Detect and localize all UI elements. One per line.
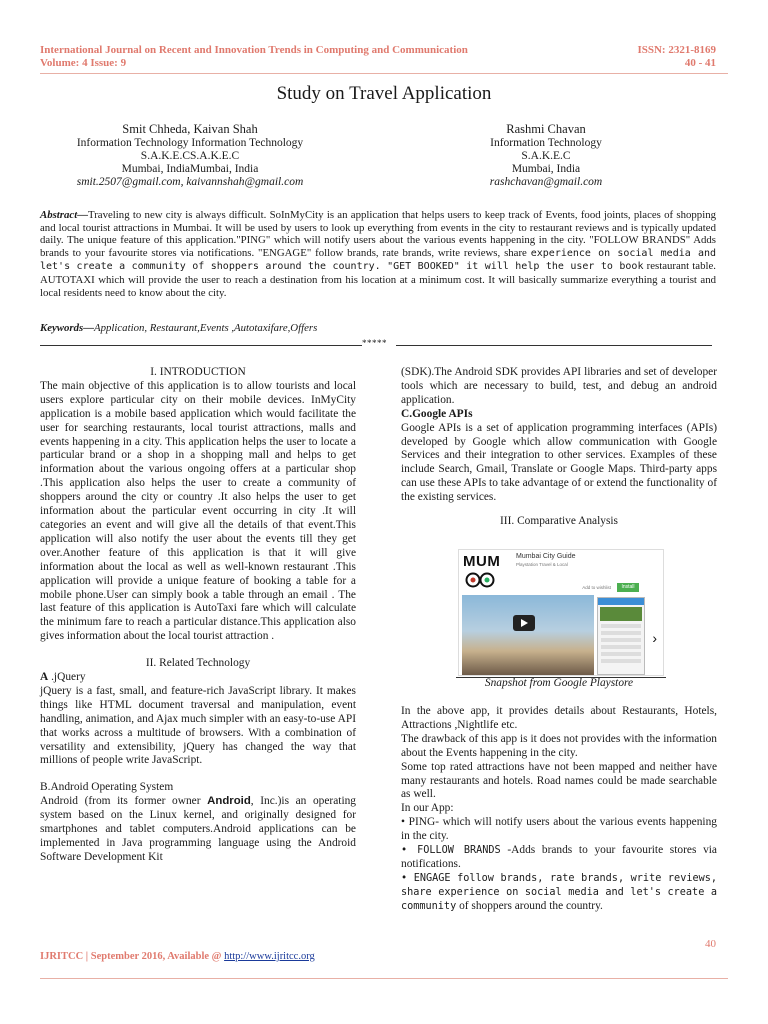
abstract — [40, 209, 716, 299]
keywords-label: Keywords— — [40, 322, 94, 334]
android-text-1: Android (from its former owner — [40, 795, 208, 808]
figure-caption: Snapshot from Google Playstore — [484, 677, 634, 689]
author-email: rashchavan@gmail.com — [489, 176, 603, 188]
subsection-android-heading: B.Android Operating System — [40, 781, 174, 794]
footer-text — [40, 951, 315, 962]
bullet-engage-text: of shoppers around the country. — [459, 899, 603, 912]
separator-line-left — [40, 345, 362, 346]
bullet-ping-label: • PING — [401, 816, 436, 829]
subsection-title: .jQuery — [48, 671, 86, 684]
playstore-screenshot — [458, 549, 664, 676]
separator-line-right — [396, 345, 712, 346]
header-rule — [40, 73, 728, 74]
abstract-text-end: restaurant table. AUTOTAXI which will provide the user to reach a destination from his location at a minimum cost. It will basically summarize everything a tourist and local residents need to know about the city. — [40, 260, 716, 299]
author-dept: Information Technology Information Technology — [76, 137, 304, 149]
page-range: 40 - 41 — [684, 57, 716, 69]
subsection-letter: A — [40, 671, 49, 684]
bullet-engage-label: • ENGAGE follow brands, rate brands, write reviews, share experience on social media and let's create a community — [401, 872, 717, 912]
author-city: Mumbai, IndiaMumbai, India — [121, 163, 259, 175]
journal-issn: ISSN: 2321-8169 — [637, 44, 716, 56]
footer-link[interactable]: http://www.ijritcc.org — [224, 951, 315, 962]
footer-rule — [40, 978, 728, 979]
app-category: Playstation Travel & Local — [516, 562, 568, 567]
bullet-follow-text: -Adds brands to your favourite stores via notifications. — [401, 844, 717, 870]
bullet-ping-text: - which will notify users about the various events happening in the city. — [401, 816, 717, 843]
bullet-follow-label: • FOLLOW BRANDS — [401, 845, 501, 857]
bullet-ping — [401, 816, 717, 844]
android-bold: Android — [207, 795, 251, 808]
sdk-paragraph: (SDK).The Android SDK provides API libraries and set of developer tools which are necessary to build, test, and debug an android application. — [401, 366, 717, 406]
analysis-paragraph-2: The drawback of this app is it does not provides with the information about the Events happening in the city. — [401, 732, 717, 759]
android-paragraph — [40, 795, 356, 865]
section-related-heading: II. Related Technology — [145, 657, 251, 670]
app-logo-text: MUM — [463, 553, 501, 570]
author-block-1 — [40, 121, 340, 189]
phone-screenshot — [597, 597, 645, 675]
right-column — [401, 366, 717, 529]
analysis-paragraph-1: In the above app, it provides details about Restaurants, Hotels, Attractions ,Nightlife etc. — [401, 705, 717, 731]
subsection-jquery-heading — [40, 671, 356, 685]
author-name: Rashmi Chavan — [506, 122, 586, 136]
author-city: Mumbai, India — [511, 163, 581, 175]
author-inst: S.A.K.E.C — [521, 150, 571, 162]
bullet-engage — [401, 872, 717, 914]
play-icon — [513, 615, 535, 631]
author-dept: Information Technology — [490, 137, 602, 149]
intro-paragraph: The main objective of this application is to allow tourists and local users explore particular city on their mobile devices. InMyCity application is a mobile based application which would facilitate the user for searching restaurants, local tourist attractions, malls and events happening in a city. This application helps the user to locate a particular brand or a shop in a shopping mall and helps to get information about the various ongoing offers at a particular shop .This application also helps the user to create a community of shoppers around the city or country .It also helps the user to get information about the particular event occurring in city .It will categories an event and will give all the details of that event.This application will also notify the user about the events till they get over.Another feature of this application is that it will give information about the local as well as well-known restaurant .This application will provide a unique feature of booking a table for a mobile phone.User can simply book a table through an email . The last feature of this application is AutoTaxi fare which will calculate the minimum fare to reach a particular distance.This application also gives information about the local tourist attraction . — [40, 379, 356, 643]
paper-title: Study on Travel Application — [276, 83, 492, 104]
google-paragraph: Google APIs is a set of application programming interfaces (APIs) developed by Google which allow communication with Google Services and their integration to other services. Examples of these include Search, Gmail, Translate or Google Maps. Third-party apps can use these APIs to take advantage of or extend the functionality of the existing services. — [401, 421, 717, 504]
section-comparative-heading: III. Comparative Analysis — [500, 515, 618, 528]
analysis-paragraph-3: Some top rated attractions have not been mapped and neither have many restaurants and hotels. Road names could be made searchable as well. — [401, 760, 717, 801]
journal-volume: Volume: 4 Issue: 9 — [40, 57, 127, 69]
install-button: Install — [617, 583, 639, 592]
our-app-label: In our App: — [401, 802, 454, 815]
wishlist-link: Add to wishlist — [582, 585, 611, 590]
abstract-text-mono: experience on social media and let's create a community of shoppers around the country. "GET BOOKED" it will help the user to book — [40, 247, 717, 273]
right-column-analysis — [401, 705, 717, 914]
bullet-follow-brands — [401, 844, 717, 872]
journal-name: International Journal on Recent and Innovation Trends in Computing and Communication — [40, 44, 468, 56]
author-block-2 — [438, 121, 654, 189]
separator-stars: ***** — [362, 338, 387, 348]
left-column — [40, 366, 356, 865]
author-name: Smit Chheda, Kaivan Shah — [122, 122, 258, 136]
author-inst: S.A.K.E.CS.A.K.E.C — [140, 150, 240, 162]
jquery-paragraph: jQuery is a fast, small, and feature-rich JavaScript library. It makes things like HTML document traversal and manipulation, event handling, animation, and Ajax much simpler with an easy-to-use API that works across a multitude of browsers. With a combination of versatility and extensibility, jQuery has changed the way that millions of people write JavaScript. — [40, 684, 356, 767]
promo-video-thumbnail — [462, 595, 594, 675]
keywords-text: Application, Restaurant,Events ,Autotaxifare,Offers — [94, 322, 318, 334]
app-name: Mumbai City Guide — [516, 553, 576, 560]
abstract-label: Abstract— — [40, 209, 88, 221]
android-text-2: , Inc.)is an operating system based on the Linux kernel, and originally designed for smartphones and tablet computers.Android applications can be implemented in Java programming language using the Android Software Development Kit — [40, 795, 356, 863]
keywords — [40, 322, 317, 334]
author-email: smit.2507@gmail.com, kaivannshah@gmail.com — [76, 176, 304, 188]
section-intro-heading: I. INTRODUCTION — [150, 366, 246, 378]
abstract-text: Traveling to new city is always difficult. SoInMyCity is an application that helps users to keep track of Events, food joints, places of shopping and local tourist attractions in Mumbai. It will be used by users to look up everything from events in the city to restaurant reviews and is typically updated daily. The unique feature of this application."PING" which will notify users about the various events happening in the city. "FOLLOW BRANDS" Adds brands to your favourite stores via notifications. "ENGAGE" follow brands, rate brands, write reviews, share — [40, 209, 716, 259]
page-number: 40 — [705, 938, 716, 950]
footer-label: IJRITCC | September 2016, Available @ — [40, 951, 225, 962]
chevron-right-icon: › — [652, 630, 657, 646]
owl-logo-icon — [465, 572, 495, 588]
subsection-google-heading: C.Google APIs — [401, 407, 473, 420]
